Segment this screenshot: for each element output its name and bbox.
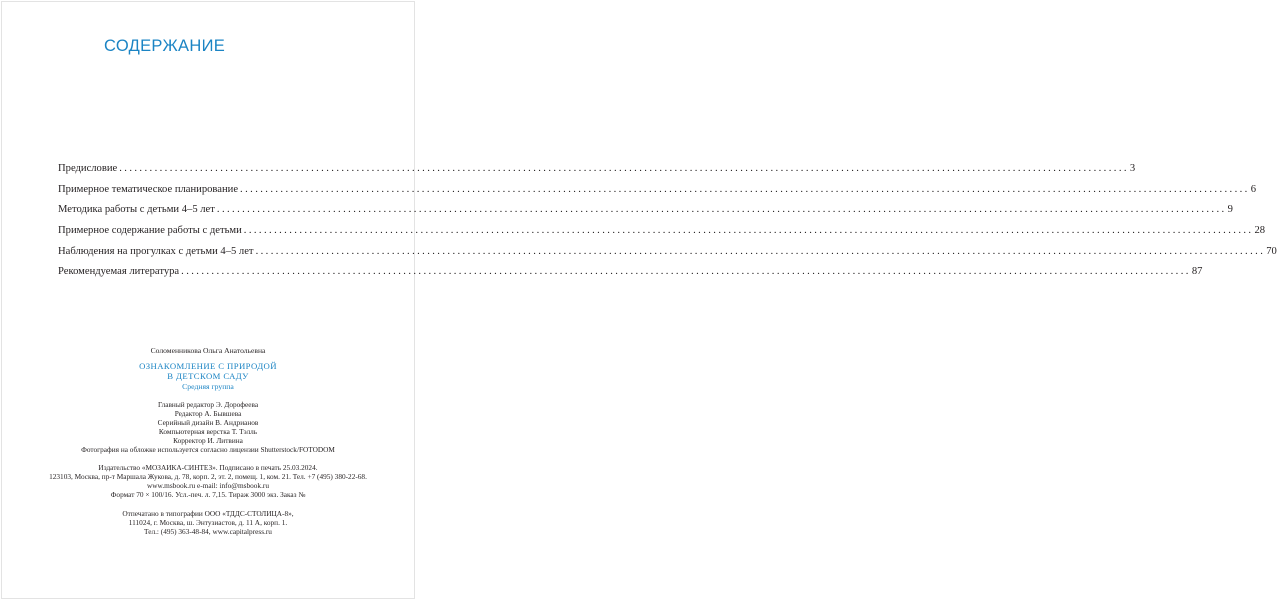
author-name: Соломенникова Ольга Анатольевна	[150, 346, 266, 355]
spacer	[0, 454, 416, 463]
credit-chief-editor: Главный редактор Э. Дорофеева	[157, 399, 259, 409]
credit-layout: Компьютерная верстка Т. Тэлль	[158, 426, 258, 436]
publisher-line: Издательство «МОЗАИКА-СИНТЕЗ». Подписано в печать 25.03.2024.	[98, 463, 318, 473]
toc-entry-title: Предисловие	[58, 163, 118, 174]
cover-photo-note: Фотография на обложке используется согласно лицензии Shutterstock/FOTODOM	[81, 445, 335, 455]
table-of-contents	[58, 163, 1277, 287]
book-title-line-2: В ДЕТСКОМ САДУ	[167, 371, 249, 382]
book-subtitle: Средняя группа	[182, 381, 234, 391]
toc-dot-leader: ........................................................................................................................................................................................................	[240, 183, 1250, 195]
toc-dot-leader: ........................................................................................................................................................................................................	[243, 225, 1254, 237]
toc-dot-leader: ........................................................................................................................................................................................................	[216, 204, 1227, 216]
contents-heading: СОДЕРЖАНИЕ	[104, 37, 226, 55]
toc-entry-title: Примерное содержание работы с детьми	[58, 225, 242, 237]
toc-entry-page: 3	[1129, 163, 1136, 174]
toc-entry-title: Наблюдения на прогулках с детьми 4–5 лет	[58, 245, 254, 257]
toc-entry[interactable]	[58, 204, 1233, 225]
toc-dot-leader: ........................................................................................................................................................................................................	[119, 163, 1129, 174]
toc-entry-title: Примерное тематическое планирование	[58, 183, 239, 195]
printer-address: 111024, г. Москва, ш. Энтузиастов, д. 11 А, корп. 1.	[128, 517, 288, 527]
publisher-address: 123103, Москва, пр-т Маршала Жукова, д. 78, корп. 2, эт. 2, помещ. 1, ком. 21. Тел. +7 (495) 380-22-68.	[49, 472, 367, 482]
colophon	[0, 346, 416, 536]
toc-entry-page: 70	[1266, 245, 1277, 257]
toc-entry-page: 28	[1254, 225, 1266, 237]
spacer	[0, 500, 416, 509]
toc-dot-leader: ........................................................................................................................................................................................................	[181, 266, 1191, 278]
toc-entry-page: 9	[1227, 204, 1233, 216]
credit-series-design: Серийный дизайн В. Андрианов	[157, 417, 259, 427]
publisher-contacts[interactable]: www.msbook.ru e-mail: info@msbook.ru	[147, 481, 269, 491]
book-title-line-1: ОЗНАКОМЛЕНИЕ С ПРИРОДОЙ	[139, 361, 277, 372]
print-format: Формат 70 × 100/16. Усл.-печ. л. 7,15. Тираж 3000 экз. Заказ №	[110, 490, 306, 500]
credit-proofreader: Корректор И. Литвина	[173, 435, 243, 445]
credit-editor: Редактор А. Бывшева	[174, 408, 242, 418]
toc-entry-page: 6	[1250, 183, 1257, 195]
printer-line: Отпечатано в типографии ООО «ТДДС-СТОЛИЦА-8»,	[122, 508, 294, 518]
toc-dot-leader: ........................................................................................................................................................................................................	[255, 245, 1266, 257]
toc-entry-title: Рекомендуемая литература	[58, 266, 180, 278]
toc-entry[interactable]	[58, 183, 1257, 205]
toc-entry[interactable]	[58, 266, 1203, 287]
toc-entry-page: 87	[1191, 266, 1203, 278]
printer-contacts[interactable]: Тел.: (495) 363-48-84, www.capitalpress.ru	[144, 526, 272, 536]
toc-entry-title: Методика работы с детьми 4–5 лет	[58, 204, 215, 216]
toc-entry[interactable]	[58, 245, 1277, 267]
toc-entry[interactable]	[58, 163, 1136, 184]
toc-entry[interactable]	[58, 225, 1266, 246]
